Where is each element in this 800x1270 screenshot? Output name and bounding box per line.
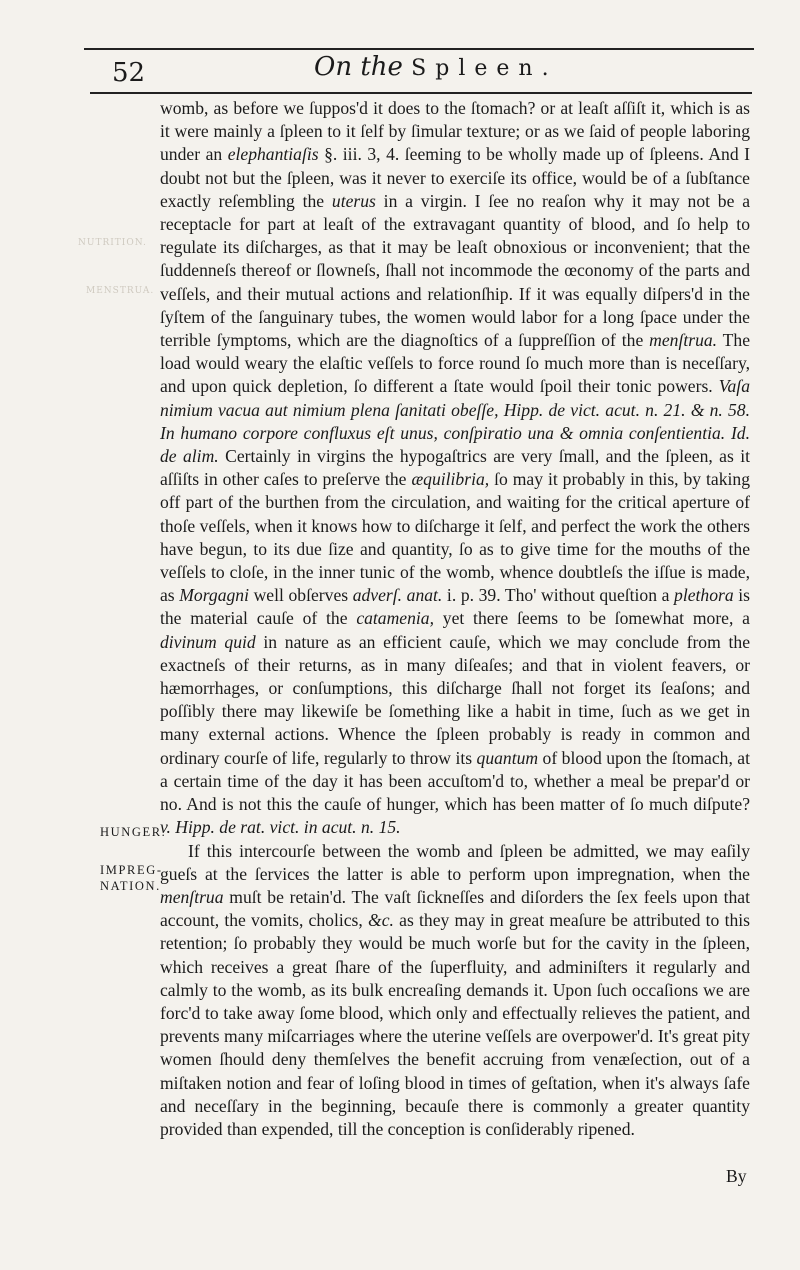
italic-run: divinum quid (160, 631, 256, 652)
margin-note-hunger: HUNGER. (100, 825, 167, 839)
show-through-note-nutrition: NUTRITION. (78, 238, 147, 248)
text-run: Certainly in virgins the hypogaſtrics are very ſmall, and the ſpleen, as it aſſiſts in other caſes to preſerve the (160, 446, 750, 490)
text-run: §. iii. 3, 4. ſeeming to be wholly made up of ſpleens. And I doubt not but the ſpleen, was it never to exerciſe its office, would be of a ſubſtance exactly reſembling the (160, 144, 750, 211)
italic-run: plethora (674, 585, 734, 606)
catchword: By (726, 1166, 747, 1186)
text-run: well obſerves (249, 585, 353, 606)
italic-run: uterus (331, 190, 376, 211)
text-run: i. p. 39. Tho' without queſtion a (442, 585, 675, 606)
text-run: as they may in great meaſure be attributed to this retention; ſo probably they would be much worſe but for the cavity in the ſpleen, which receives a great ſhare of the ſuperfluity, and adminiſters it regularly and calmly to the womb, as its bulk encreaſing demands it. Upon ſuch occaſions we are forc'd to take away ſome blood, which only and effectually relieves the patient, and prevents many miſcarriages where the uterine veſſels are overpower'd. It's great pity women ſhould deny themſelves the benefit accruing from venæſection, out of a miſtaken notion and fear of loſing blood in times of geſtation, when it's always ſafe and neceſſary in the beginning, becauſe there is commonly a greater quantity provided than expended, till the conception is conſiderably ripened. (160, 910, 750, 1139)
running-head-italic: On the (314, 52, 403, 82)
text-run: The load would weary the elaſtic veſſels to force round ſo much more than is neceſſary, and upon quick depletion, ſo different a ſtate would ſpoil their tonic powers. (160, 330, 750, 397)
header-rule-top (84, 48, 754, 50)
show-through-note-menstrua: MENSTRUA. (86, 286, 155, 296)
header-rule-bottom (90, 92, 752, 94)
text-run: yet there ſeems to be ſomewhat more, a (434, 608, 750, 629)
italic-run: elephantiaſis (227, 144, 319, 165)
text-run: in nature as an efficient cauſe, which we may conclude from the exactneſs of their returns, as in many diſeaſes; and that in violent feavers, or hæmorrhages, or conſumptions, this diſcharge ſhall not forget its ſeaſons; and poſſibly there may likewiſe be ſomething like a habit in time, ſuch as we get in many external actions. Whence the ſpleen probably is ready in common and ordinary courſe of life, regularly to throw its (160, 631, 751, 768)
italic-run: menſtrua (160, 886, 224, 907)
text-run: muſt be retain'd. The vaſt ſickneſſes and diſorders the ſex feels upon that account, the vomits, cholics, (160, 886, 750, 931)
running-head (314, 52, 558, 82)
page-number: 52 (112, 58, 146, 88)
italic-citation: Vaſa nimium vacua aut nimium plena ſanitati obeſſe, Hipp. de vict. acut. n. 21. & n. 58. In humano corpore confluxus eſt unus, conſpiratio una & omnia conſentientia. Id. de alim. (160, 376, 750, 467)
text-run: in a virgin. I ſee no reaſon why it may not be a receptacle for part at leaſt of the extravagant quantity of blood, and ſo help to regulate its diſcharges, as that it may be leaſt obnoxious or inconvenient; that the ſuddenneſs thereof or ſlowneſs, ſhall not incommode the œconomy of the parts and veſſels, and their mutual actions and relationſhip. If it was equally diſpers'd in the ſyſtem of the ſanguinary tubes, the women would labor for a long ſpace under the terrible ſymptoms, which are the diagnoſtics of a ſuppreſſion of the (160, 190, 751, 351)
italic-citation: v. Hipp. de rat. vict. in acut. n. 15. (160, 817, 401, 838)
italic-run: menſtrua. (649, 330, 718, 351)
text-run: of blood upon the ſtomach, at a certain time of the day it has been accuſtom'd to, whether a meal be prepar'd or no. And is not this the cauſe of hunger, which has been matter of ſo much diſpute? (160, 747, 750, 815)
paragraph-spleen-womb (160, 97, 750, 840)
italic-run: adverſ. anat. (352, 585, 443, 606)
text-run: is the material cauſe of the (160, 585, 750, 629)
text-run: If this intercourſe between the womb and ſpleen be admitted, we may eaſily gueſs at the ſervices the latter is able to perform upon impregnation, when the (160, 840, 750, 884)
margin-note-impregnation-1: IMPREG- (100, 863, 163, 877)
margin-note-impregnation-2: NATION. (100, 879, 161, 893)
paragraph-impregnation (160, 840, 750, 1142)
body-text (160, 97, 750, 1141)
text-run: womb, as before we ſuppos'd it does to the ſtomach? or at leaſt aſſiſt it, which is as it were mainly a ſpleen to it ſelf by ſimular texture; or as we ſaid of people laboring under an (160, 98, 750, 165)
text-run: ſo may it probably in this, by taking off part of the burthen from the circulation, and waiting for the critical aperture of thoſe veſſels, when it knows how to diſcharge it ſelf, and perfect the work the others have begun, to its due ſize and quantity, ſo as to give time for the mouths of the veſſels to cloſe, in the inner tunic of the womb, whence doubtleſs the iſſue is made, as (160, 469, 750, 606)
italic-run: catamenia, (356, 608, 434, 629)
italic-run: quantum (476, 747, 539, 768)
italic-run: æquilibria, (411, 469, 490, 490)
italic-run: &c. (368, 910, 394, 931)
italic-run: Morgagni (179, 585, 249, 606)
running-head-caps: Spleen. (411, 56, 558, 81)
